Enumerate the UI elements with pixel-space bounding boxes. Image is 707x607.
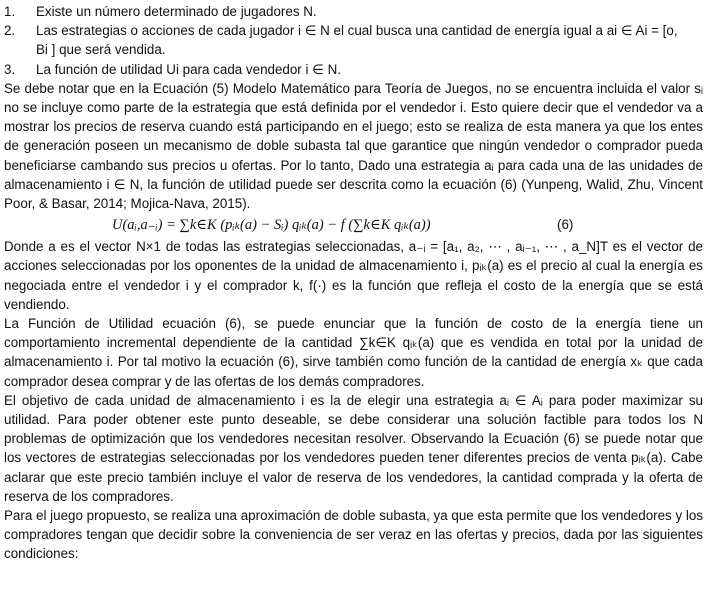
paragraph-3: La Función de Utilidad ecuación (6), se puede enunciar que la función de costo de la energía tiene un comportamiento incremental dependiente de la cantidad ∑k∈K qᵢₖ(a) que es vendida en total por la unidad de almacenamiento i. Por tal motivo la ecuación (6), sirve también como función de la cantidad de energía xₖ que cada comprador desea comprar y de las ofertas de los demás compradores. [4, 316, 703, 389]
list-item-3 [4, 60, 703, 79]
equation-lhs: U(aᵢ,a₋ᵢ) [112, 217, 163, 234]
list-text: Existe un número determinado de jugadores N. [36, 4, 317, 19]
list-item-2-continuation: Bi ] que será vendida. [36, 42, 166, 58]
list-number: 1. [4, 4, 16, 19]
list-item-1 [4, 2, 703, 21]
equation-6 [4, 213, 703, 237]
list-text: La función de utilidad Ui para cada vendedor i ∈ N. [36, 61, 341, 77]
equation-body [112, 213, 431, 237]
paragraph-5: Para el juego propuesto, se realiza una aproximación de doble subasta, ya que esta permite que los vendedores y los compradores tengan que decidir sobre la conveniencia de ser veraz en las ofertas y precios, dada por las siguientes condiciones: [4, 508, 703, 562]
list-number: 3. [4, 61, 16, 77]
paragraph-4: El objetivo de cada unidad de almacenamiento i es la de elegir una estrategia aᵢ ∈ Aᵢ para poder maximizar su utilidad. Para poder obtener este punto deseable, se debe considerar una solución factible para todos los N problemas de optimización que los vendedores necesitan resolver. Observando la Ecuación (6) se puede notar que los vectores de estrategias seleccionadas por los vendedores pueden tener diferentes precios de venta pᵢₖ(a). Cabe aclarar que este precio también incluye el valor de reserva de los vendedores, la cantidad comprada y la oferta de reserva de los compradores. [4, 392, 703, 504]
paragraph-2: Donde a es el vector N×1 de todas las estrategias seleccionadas, a₋ᵢ = [a₁, a₂, ⋯ , aᵢ₋₁, ⋯ , a_N]T es el vector de acciones seleccionadas por los oponentes de la unidad de almacenamiento i, pᵢₖ(a) es el precio al cual la energía es negociada entre el vendedor i y el comprador k, f(·) es la función que refleja el costo de la energía que se está vendiendo. [4, 239, 703, 312]
equation-rhs: = ∑k∈K (pᵢₖ(a) − Sᵢ) qᵢₖ(a) − f (∑k∈K qᵢₖ(a)) [166, 217, 431, 234]
list-item-2 [4, 21, 703, 40]
paragraph-1: Se debe notar que en la Ecuación (5) Modelo Matemático para Teoría de Juegos, no se encuentra incluida el valor sᵢ no se incluye como parte de la estrategia que está definida por el vendedor i. Esto quiere decir que el vendedor va a mostrar los precios de reserva cuando está participando en el juego; esto se realiza de esta manera ya que los entes de generación poseen un mecanismo de doble subasta tal que garantice que ningún vendedor o comprador pueda beneficiarse cambando sus precios u ofertas. Por lo tanto, Dado una estrategia aᵢ para cada una de las unidades de almacenamiento i ∈ N, la función de utilidad puede ser descrita como la ecuación (6) (Yunpeng, Walid, Zhu, Vincent Poor, & Basar, 2014; Mojica-Nava, 2015). [4, 80, 703, 212]
equation-number: (6) [557, 217, 574, 233]
list-text: Las estrategias o acciones de cada jugador i ∈ N el cual busca una cantidad de energía igual a ai ∈ Ai = [o, [36, 23, 678, 39]
list-number: 2. [4, 23, 16, 39]
